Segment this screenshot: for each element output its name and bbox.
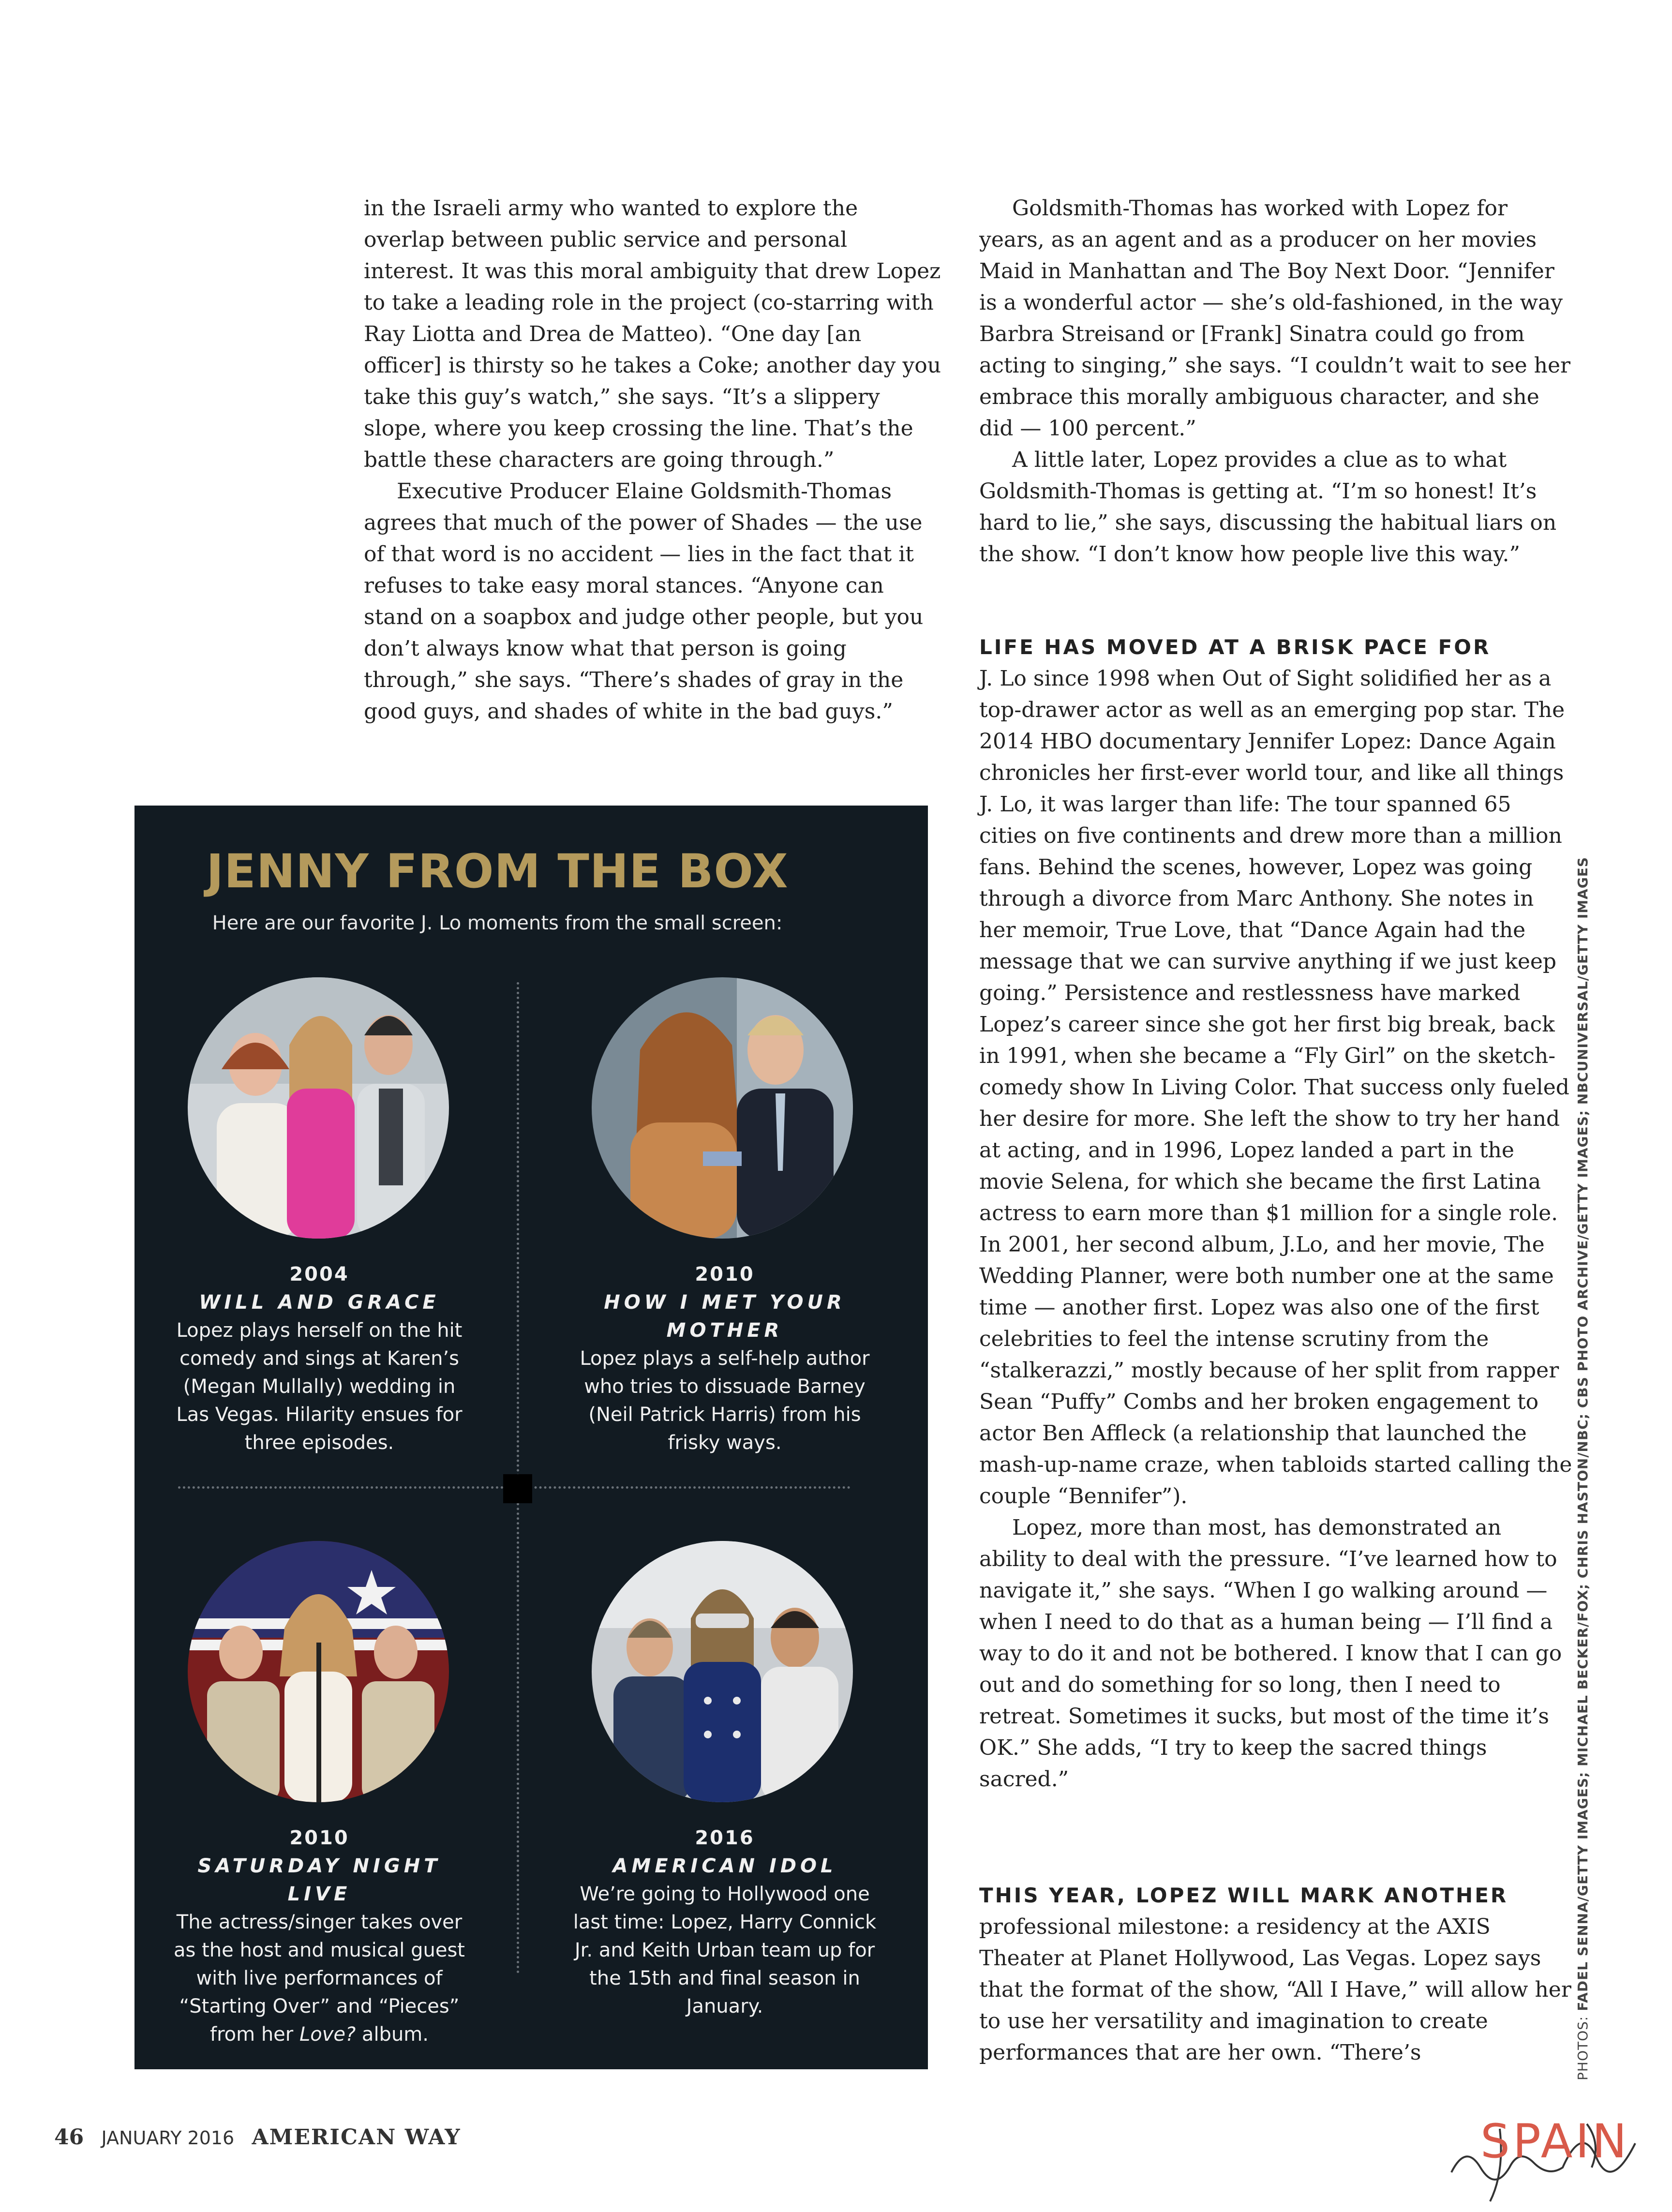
divider-center-square xyxy=(503,1474,532,1503)
issue-date: JANUARY 2016 xyxy=(101,2127,235,2149)
article-paragraph: professional milestone: a residency at the AXIS Theater at Planet Hollywood, Las Vegas. Lopez says that the format of the show, “All I Have,” will allow her to use her versatility and imagination to create performances that are her own. “There’s xyxy=(979,1914,1571,2065)
entry-saturday-night-live xyxy=(164,1824,474,2048)
entry-description: The actress/singer takes over as the host and musical guest with live performances of “Starting Over” and “Pieces” from her Love? album. xyxy=(174,1911,465,2046)
entry-description: Lopez plays herself on the hit comedy and sings at Karen’s (Megan Mullally) wedding in Las Vegas. Hilarity ensues for three episodes. xyxy=(176,1319,463,1454)
photo-saturday-night-live xyxy=(188,1541,449,1802)
entry-description: Lopez plays a self-help author who tries to dissuade Barney (Neil Patrick Harris) from his frisky ways. xyxy=(580,1347,870,1454)
article-right-column-top xyxy=(979,193,1574,570)
sidebar-intro: Here are our favorite J. Lo moments from the small screen: xyxy=(212,912,783,934)
article-paragraph: Goldsmith-Thomas has worked with Lopez for years, as an agent and as a producer on her movies Maid in Manhattan and The Boy Next Door. “Jennifer is a wonderful actor — she’s old-fashioned, in the way Barbra Streisand or [Frank] Sinatra could go from acting to singing,” she says. “I couldn’t wait to see her embrace this morally ambiguous character, and she did — 100 percent.” xyxy=(979,196,1571,441)
sidebar-jenny-from-the-box xyxy=(134,806,928,2069)
photo-will-and-grace xyxy=(188,977,449,1239)
article-left-column xyxy=(364,193,944,727)
entry-show-title: HOW I MET YOUR MOTHER xyxy=(604,1291,846,1342)
sidebar-title: JENNY FROM THE BOX xyxy=(206,844,789,898)
magazine-name: AMERICAN WAY xyxy=(252,2125,461,2150)
watermark-text: SPAIN xyxy=(1480,2114,1630,2168)
photo-american-idol xyxy=(592,1541,853,1802)
entry-show-title: WILL AND GRACE xyxy=(199,1291,440,1314)
section-lead-in: LIFE HAS MOVED AT A BRISK PACE FOR xyxy=(979,635,1491,659)
page-number: 46 xyxy=(54,2125,84,2150)
entry-show-title: SATURDAY NIGHT LIVE xyxy=(197,1855,441,1905)
entry-how-i-met-your-mother xyxy=(570,1260,880,1457)
article-paragraph: A little later, Lopez provides a clue as to what Goldsmith-Thomas is getting at. “I’m so honest! It’s hard to lie,” she says, discussing the habitual liars on the show. “I don’t know how people live this way.” xyxy=(979,448,1557,567)
entry-year: 2010 xyxy=(695,1263,755,1285)
article-paragraph: Executive Producer Elaine Goldsmith-Thomas agrees that much of the power of Shades — the use of that word is no accident — lies in the fact that it refuses to take easy moral stances. “Anyone can stand on a soapbox and judge other people, but you don’t always know what that person is going through,” she says. “There’s shades of gray in the good guys, and shades of white in the bad guys.” xyxy=(364,479,924,724)
section-lead-in: THIS YEAR, LOPEZ WILL MARK ANOTHER xyxy=(979,1883,1508,1907)
page-footer xyxy=(54,2125,461,2150)
entry-american-idol xyxy=(570,1824,880,2020)
entry-description: We’re going to Hollywood one last time: Lopez, Harry Connick Jr. and Keith Urban team up for the 15th and final season in January. xyxy=(573,1883,877,2018)
article-paragraph: Lopez, more than most, has demonstrated an ability to deal with the pressure. “I’ve learned how to navigate it,” she says. “When I go walking around — when I need to do that as a human being — I’ll find a way to do it and not be bothered. I know that I can go out and do something for so long, then I need to retreat. Sometimes it sucks, but most of the time it’s OK.” She adds, “I try to keep the sacred things sacred.” xyxy=(979,1515,1562,1792)
photo-how-i-met-your-mother xyxy=(592,977,853,1239)
article-paragraph: in the Israeli army who wanted to explore the overlap between public service and personal interest. It was this moral ambiguity that drew Lopez to take a leading role in the project (co-starring with Ray Liotta and Drea de Matteo). “One day [an officer] is thirsty so he takes a Coke; another day you take this guy’s watch,” she says. “It’s a slippery slope, where you keep crossing the line. That’s the battle these characters are going through.” xyxy=(364,196,941,472)
article-paragraph: J. Lo since 1998 when Out of Sight solidified her as a top-drawer actor as well as an emerging pop star. The 2014 HBO documentary Jennifer Lopez: Dance Again chronicles her first-ever world tour, and like all things J. Lo, it was larger than life: The tour spanned 65 cities on five continents and drew more than a million fans. Behind the scenes, however, Lopez was going through a divorce from Marc Anthony. She notes in her memoir, True Love, that “Dance Again had the message that we can survive anything if we just keep going.” Persistence and restlessness have marked Lopez’s career since she got her first big break, back in 1991, when she became a “Fly Girl” on the sketch-comedy show In Living Color. That success only fueled her desire for more. She left the show to try her hand at acting, and in 1996, Lopez landed a part in the movie Selena, for which she became the first Latina actress to earn more than $1 million for a single role. In 2001, her second album, J.Lo, and her movie, The Wedding Planner, were both number one at the same time — another first. Lopez was also one of the first celebrities to feel the intense scrutiny from the “stalkerazzi,” mostly because of her split from rapper Sean “Puffy” Combs and her broken engagement to actor Ben Affleck (a relationship that launched the mash-up-name craze, when tabloids started calling the couple “Bennifer”). xyxy=(979,666,1572,1509)
entry-will-and-grace xyxy=(164,1260,474,1457)
article-section-this-year xyxy=(979,1880,1574,2068)
photo-credit: PHOTOS: FADEL SENNA/GETTY IMAGES; MICHAEL BECKER/FOX; CHRIS HASTON/NBC; CBS PHOTO ARCHIVE/GETTY IMAGES; NBCUNIVERSAL/GETTY IMAGES xyxy=(1575,856,1591,2080)
entry-show-title: AMERICAN IDOL xyxy=(612,1855,837,1877)
article-section-life xyxy=(979,631,1574,1795)
entry-year: 2016 xyxy=(695,1827,755,1849)
entry-year: 2004 xyxy=(289,1263,349,1285)
entry-year: 2010 xyxy=(289,1827,349,1849)
